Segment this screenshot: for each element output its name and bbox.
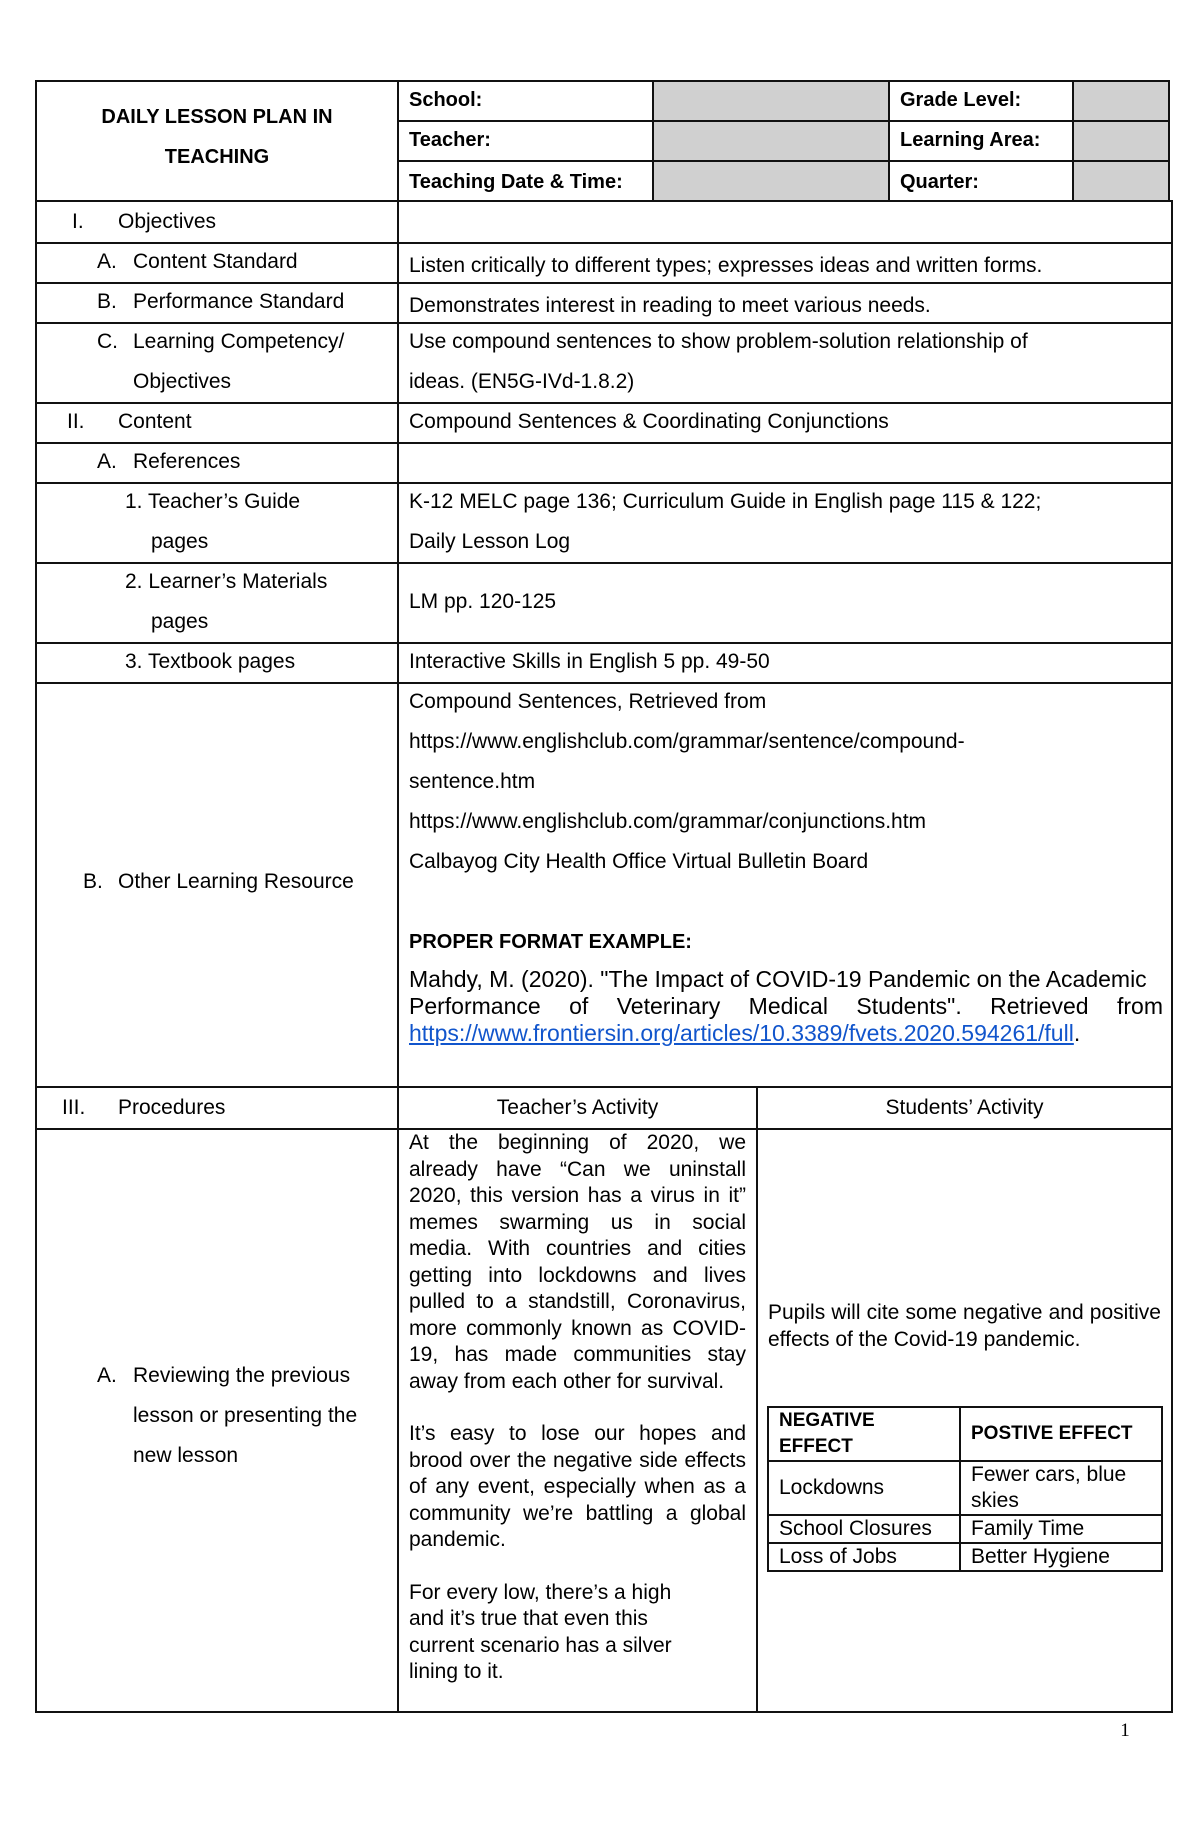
content-num: II. <box>67 410 85 433</box>
procedures-heading: Procedures <box>118 1096 226 1119</box>
other-resource-line-1: Compound Sentences, Retrieved from <box>409 690 767 713</box>
quarter-label-cell <box>888 160 1074 202</box>
textbook-label-cell <box>35 642 399 684</box>
teacher-activity-header-cell <box>397 1086 758 1130</box>
review-letter: A. <box>97 1364 117 1387</box>
objectives-num: I. <box>72 210 84 233</box>
table-row <box>768 1515 1162 1543</box>
area-label: Learning Area: <box>900 129 1041 151</box>
teacher-paragraph-3: For every low, there’s a high and it’s true that even this current scenario has a silver lining to it. <box>409 1580 672 1683</box>
table-row <box>768 1543 1162 1571</box>
teachers-guide-value-line-2: Daily Lesson Log <box>409 530 571 553</box>
citation-line-3 <box>409 1020 1163 1047</box>
teacher-activity-cell <box>397 1128 758 1713</box>
citation-line-1: Mahdy, M. (2020). "The Impact of COVID-19 Pandemic on the Academic <box>409 966 1147 992</box>
positive-effect-cell: Better Hygiene <box>960 1543 1162 1571</box>
content-std-label-cell <box>35 242 399 284</box>
other-resource-label-cell <box>35 682 399 1088</box>
perf-std-value: Demonstrates interest in reading to meet various needs. <box>409 294 931 317</box>
content-std-label: Content Standard <box>133 250 298 273</box>
learners-materials-line-2: pages <box>151 610 209 633</box>
quarter-label: Quarter: <box>900 171 979 193</box>
school-field[interactable] <box>652 80 890 122</box>
grade-field[interactable] <box>1072 80 1170 122</box>
content-heading: Content <box>118 410 192 433</box>
date-label: Teaching Date & Time: <box>409 171 623 193</box>
negative-effect-cell: Loss of Jobs <box>768 1543 960 1571</box>
competency-line-2: Objectives <box>133 370 232 393</box>
negative-effect-cell: School Closures <box>768 1515 960 1543</box>
document-title <box>35 97 399 177</box>
school-label: School: <box>409 89 483 111</box>
references-letter: A. <box>97 450 117 473</box>
competency-label-cell <box>35 322 399 404</box>
students-activity-text: Pupils will cite some negative and positive effects of the Covid-19 pandemic. <box>768 1301 1161 1351</box>
competency-letter: C. <box>97 330 118 353</box>
teachers-guide-line-2: pages <box>151 530 209 553</box>
table-row <box>768 1461 1162 1515</box>
teacher-field[interactable] <box>652 120 890 162</box>
other-resource-line-5: Calbayog City Health Office Virtual Bulletin Board <box>409 850 869 873</box>
teacher-activity-header: Teacher’s Activity <box>496 1096 659 1119</box>
other-resource-line-4[interactable]: https://www.englishclub.com/grammar/conjunctions.htm <box>409 810 927 833</box>
positive-effect-cell: Family Time <box>960 1515 1162 1543</box>
content-value: Compound Sentences & Coordinating Conjunctions <box>409 410 889 433</box>
teachers-guide-value-cell <box>397 482 1173 564</box>
teachers-guide-label-cell <box>35 482 399 564</box>
format-example-citation <box>409 966 1163 1047</box>
date-label-cell <box>397 160 654 202</box>
area-label-cell <box>888 120 1074 162</box>
students-activity-header: Students’ Activity <box>885 1096 1044 1119</box>
students-activity-cell <box>756 1128 1173 1713</box>
teachers-guide-value-line-1: K-12 MELC page 136; Curriculum Guide in English page 115 & 122; <box>409 490 1042 513</box>
objectives-label-cell <box>35 200 399 244</box>
content-std-value: Listen critically to different types; expresses ideas and written forms. <box>409 254 1043 277</box>
page-number: 1 <box>1120 1720 1130 1741</box>
objectives-value-cell <box>397 200 1173 244</box>
effects-table-header <box>768 1407 1162 1461</box>
content-label-cell <box>35 402 399 444</box>
perf-std-value-cell <box>397 282 1173 324</box>
other-resource-value-cell <box>397 682 1173 1088</box>
references-label: References <box>133 450 241 473</box>
quarter-field[interactable] <box>1072 160 1170 202</box>
competency-line-1: Learning Competency/ <box>133 330 345 353</box>
teachers-guide-line-1: 1. Teacher’s Guide <box>125 490 301 513</box>
teacher-label: Teacher: <box>409 129 491 151</box>
area-field[interactable] <box>1072 120 1170 162</box>
perf-std-label: Performance Standard <box>133 290 345 313</box>
competency-value-cell <box>397 322 1173 404</box>
other-resource-letter: B. <box>83 870 103 893</box>
perf-std-label-cell <box>35 282 399 324</box>
content-value-cell <box>397 402 1173 444</box>
title-line-1: DAILY LESSON PLAN IN <box>101 106 333 128</box>
citation-link[interactable]: https://www.frontiersin.org/articles/10.3389/fvets.2020.594261/full <box>409 1020 1074 1046</box>
learners-materials-label-cell <box>35 562 399 644</box>
date-field[interactable] <box>652 160 890 202</box>
references-value-cell <box>397 442 1173 484</box>
other-resource-line-2[interactable]: https://www.englishclub.com/grammar/sentence/compound- <box>409 730 965 753</box>
title-line-2: TEACHING <box>164 146 270 168</box>
competency-value-line-2: ideas. (EN5G-IVd-1.8.2) <box>409 370 635 393</box>
review-line-1: Reviewing the previous <box>133 1364 351 1387</box>
objectives-heading: Objectives <box>118 210 217 233</box>
references-label-cell <box>35 442 399 484</box>
negative-effect-header: NEGATIVE EFFECT <box>768 1407 960 1461</box>
textbook-value-cell <box>397 642 1173 684</box>
other-resource-line-3[interactable]: sentence.htm <box>409 770 536 793</box>
procedures-num: III. <box>62 1096 86 1119</box>
review-label-cell <box>35 1128 399 1713</box>
content-std-value-cell <box>397 242 1173 284</box>
procedures-label-cell <box>35 1086 399 1130</box>
review-line-2: lesson or presenting the <box>133 1404 358 1427</box>
school-label-cell <box>397 80 654 122</box>
other-resource-label: Other Learning Resource <box>118 870 354 893</box>
format-example-heading: PROPER FORMAT EXAMPLE: <box>409 931 692 953</box>
learners-materials-value-cell <box>397 562 1173 644</box>
perf-std-letter: B. <box>97 290 117 313</box>
competency-value-line-1: Use compound sentences to show problem-solution relationship of <box>409 330 1028 353</box>
effects-table <box>767 1406 1163 1572</box>
learners-materials-value: LM pp. 120-125 <box>409 590 557 613</box>
teacher-activity-text <box>409 1130 746 1686</box>
negative-effect-cell: Lockdowns <box>768 1461 960 1515</box>
students-activity-header-cell <box>756 1086 1173 1130</box>
positive-effect-header: POSTIVE EFFECT <box>960 1407 1162 1461</box>
textbook-value: Interactive Skills in English 5 pp. 49-50 <box>409 650 770 673</box>
teacher-paragraph-1: At the beginning of 2020, we already have “Can we uninstall 2020, this version has a virus in it” memes swarming us in social media. With countries and cities getting into lockdowns and lives pulled to a standstill, Coronavirus, more commonly known as COVID-19, has made communities stay away from each other for survival. <box>409 1131 746 1393</box>
citation-period: . <box>1073 1020 1081 1046</box>
teacher-label-cell <box>397 120 654 162</box>
citation-line-2: Performance of Veterinary Medical Students". Retrieved from <box>409 993 1163 1019</box>
teacher-paragraph-2: It’s easy to lose our hopes and brood over the negative side effects of any event, especially when as a community we’re battling a global pandemic. <box>409 1422 746 1551</box>
learners-materials-line-1: 2. Learner’s Materials <box>125 570 328 593</box>
positive-effect-cell: Fewer cars, blue skies <box>960 1461 1162 1515</box>
grade-label: Grade Level: <box>900 89 1022 111</box>
review-line-3: new lesson <box>133 1444 239 1467</box>
grade-label-cell <box>888 80 1074 122</box>
content-std-letter: A. <box>97 250 117 273</box>
textbook-label: 3. Textbook pages <box>125 650 296 673</box>
